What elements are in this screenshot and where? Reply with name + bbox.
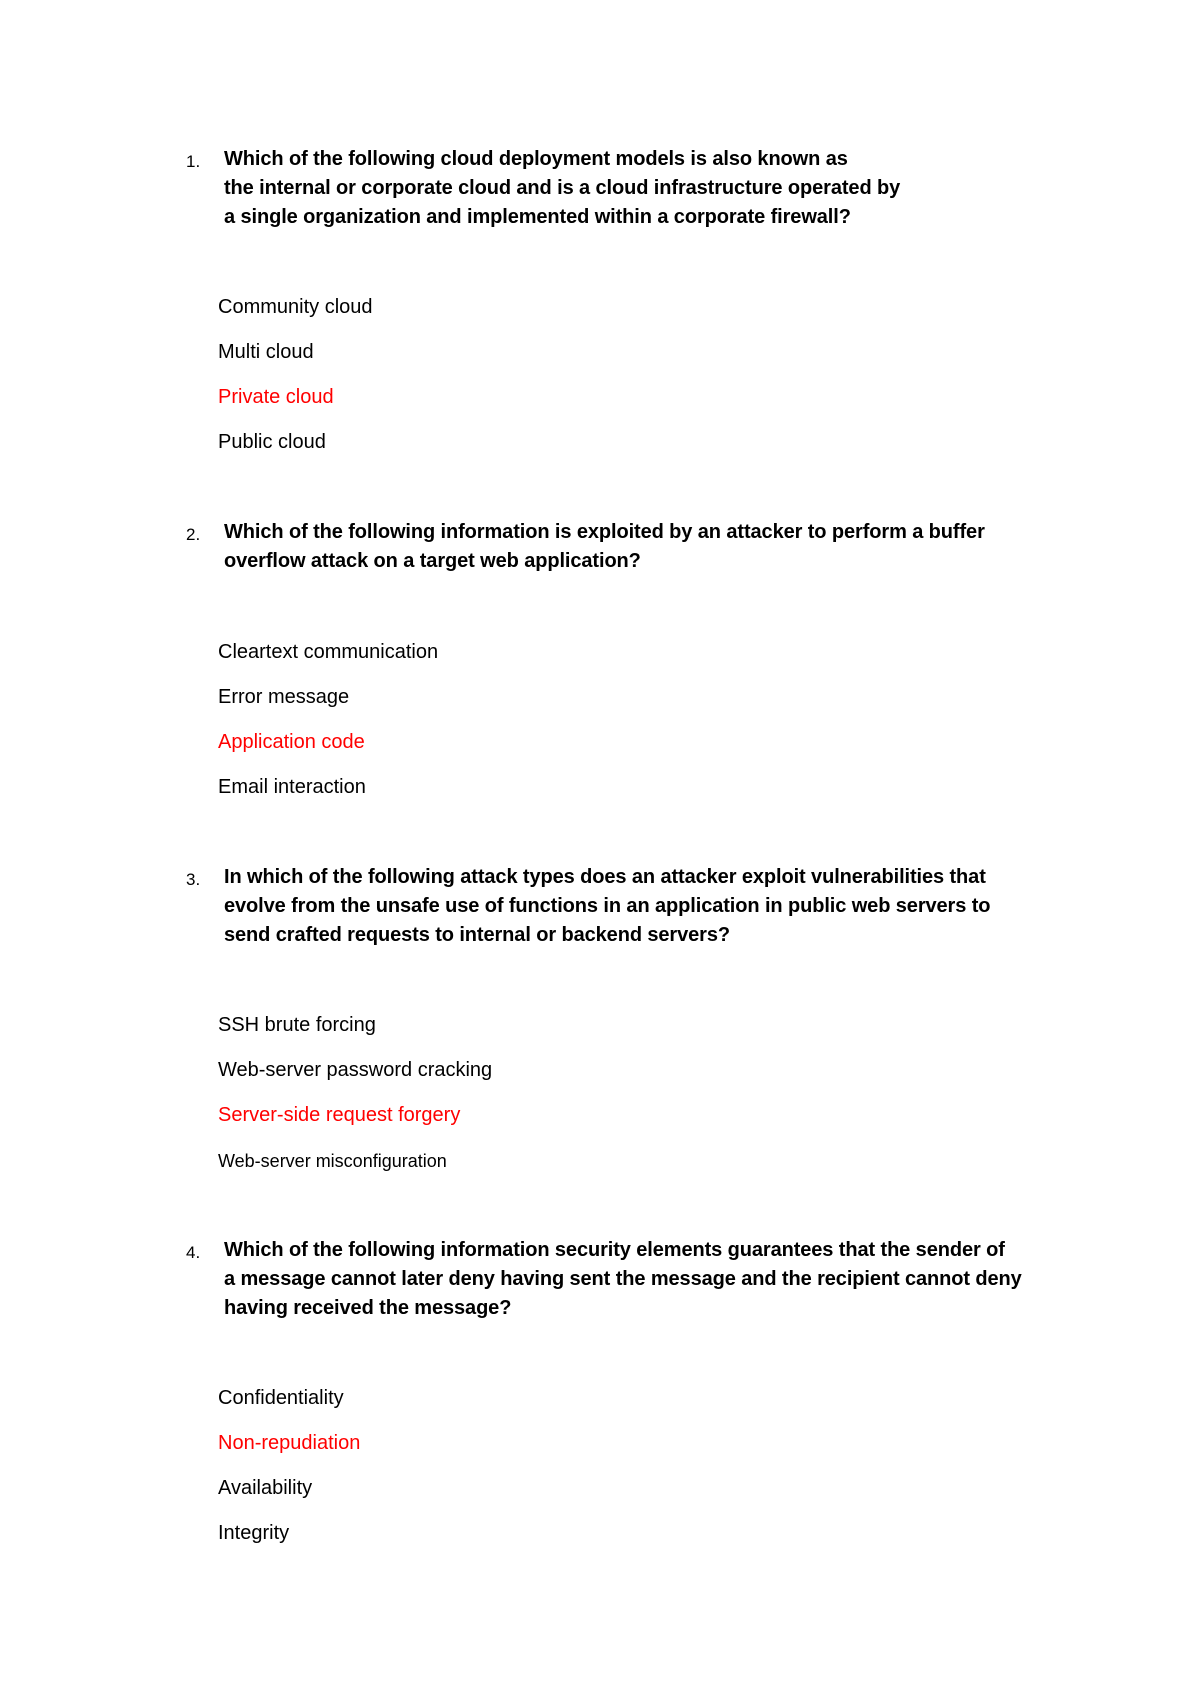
question-number: 4. xyxy=(186,1243,201,1262)
answer-option: Email interaction xyxy=(218,776,366,798)
question-line: having received the message? xyxy=(224,1297,512,1319)
answer-option: Community cloud xyxy=(218,296,373,318)
answer-option: Web-server password cracking xyxy=(218,1059,493,1081)
question-line: send crafted requests to internal or backend servers? xyxy=(224,924,730,946)
correct-answer-option: Server-side request forgery xyxy=(218,1104,461,1126)
question-line: evolve from the unsafe use of functions in an application in public web servers to xyxy=(224,895,991,917)
answer-option: Web-server misconfiguration xyxy=(218,1151,447,1171)
question-line: overflow attack on a target web application? xyxy=(224,550,641,572)
question-number: 1. xyxy=(186,152,201,171)
answer-option: Cleartext communication xyxy=(218,641,439,663)
question-line: the internal or corporate cloud and is a cloud infrastructure operated by xyxy=(224,177,901,199)
answer-option: Integrity xyxy=(218,1522,290,1544)
question-number: 2. xyxy=(186,525,201,544)
correct-answer-option: Private cloud xyxy=(218,386,334,408)
question-line: a single organization and implemented within a corporate firewall? xyxy=(224,206,851,228)
correct-answer-option: Non-repudiation xyxy=(218,1432,361,1454)
question-text xyxy=(224,145,1084,232)
question-line: Which of the following cloud deployment models is also known as xyxy=(224,148,848,170)
question-line: Which of the following information is exploited by an attacker to perform a buffer xyxy=(224,521,985,543)
answer-option: Public cloud xyxy=(218,431,326,453)
answer-option: Multi cloud xyxy=(218,341,314,363)
question-line: a message cannot later deny having sent the message and the recipient cannot deny xyxy=(224,1268,1022,1290)
question-text xyxy=(224,518,1084,576)
answer-option: Confidentiality xyxy=(218,1387,344,1409)
question-line: In which of the following attack types does an attacker exploit vulnerabilities that xyxy=(224,866,986,888)
question-line: Which of the following information security elements guarantees that the sender of xyxy=(224,1239,1005,1261)
answer-option: Availability xyxy=(218,1477,313,1499)
question-text xyxy=(224,863,1084,950)
answer-option: SSH brute forcing xyxy=(218,1014,376,1036)
question-text xyxy=(224,1236,1084,1323)
answer-option: Error message xyxy=(218,686,350,708)
correct-answer-option: Application code xyxy=(218,731,365,753)
question-number: 3. xyxy=(186,870,201,889)
